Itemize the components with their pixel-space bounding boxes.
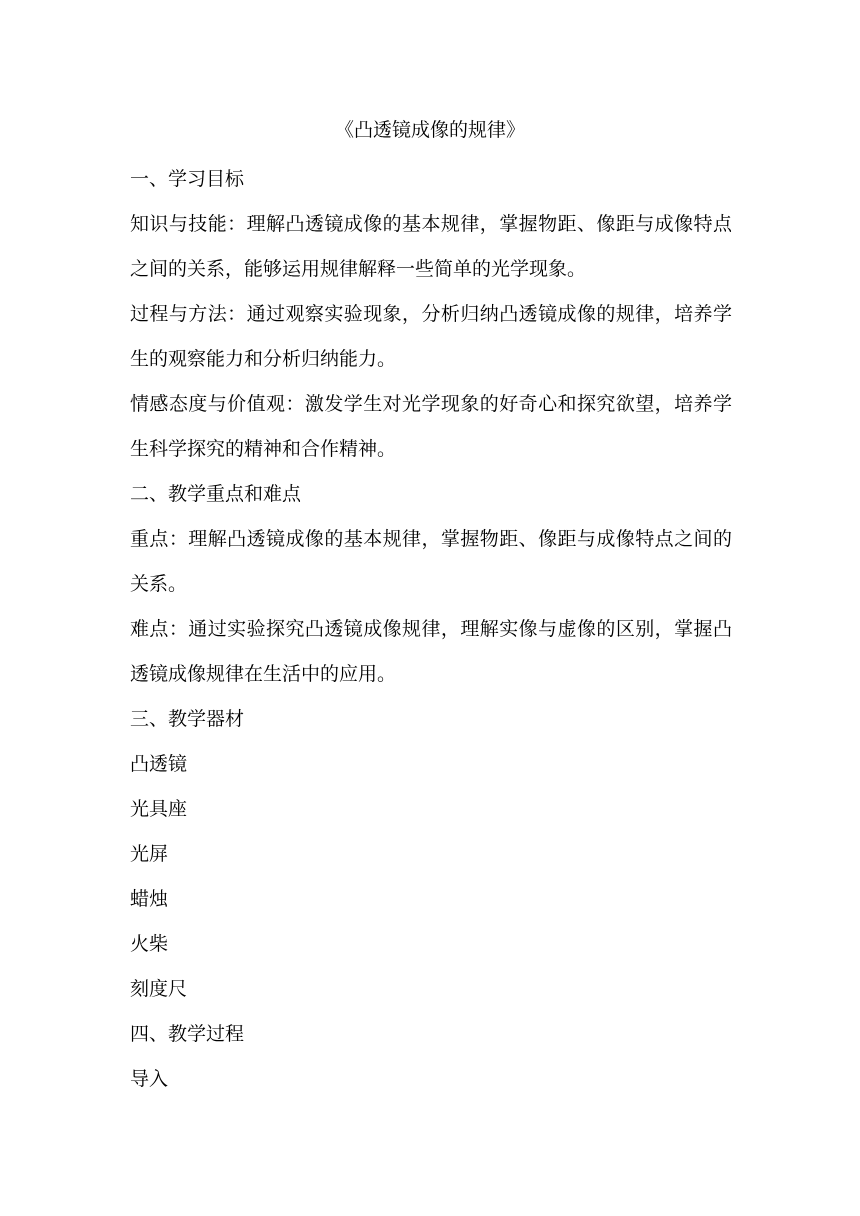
- list-item-material: 火柴: [130, 933, 169, 955]
- paragraph-emotion-values: 情感态度与价值观：激发学生对光学现象的好奇心和探究欲望，培养学生科学探究的精神和合作精神。: [130, 393, 732, 460]
- list-item-material: 蜡烛: [130, 888, 169, 910]
- document-body: [130, 157, 732, 1102]
- section-heading-key-points: 二、教学重点和难点: [130, 483, 302, 505]
- paragraph-difficulty: 难点：通过实验探究凸透镜成像规律，理解实像与虚像的区别，掌握凸透镜成像规律在生活中的应用。: [130, 618, 732, 685]
- subsection-introduction: 导入: [130, 1068, 169, 1090]
- list-item-material: 刻度尺: [130, 978, 188, 1000]
- document-title: 《凸透镜成像的规律》: [334, 119, 525, 141]
- section-heading-objectives: 一、学习目标: [130, 168, 245, 190]
- section-heading-process: 四、教学过程: [130, 1023, 245, 1045]
- list-item-material: 光屏: [130, 843, 169, 865]
- list-item-material: 凸透镜: [130, 753, 188, 775]
- section-heading-materials: 三、教学器材: [130, 708, 245, 730]
- paragraph-knowledge-skills: 知识与技能：理解凸透镜成像的基本规律，掌握物距、像距与成像特点之间的关系，能够运用规律解释一些简单的光学现象。: [130, 213, 732, 280]
- paragraph-key-point: 重点：理解凸透镜成像的基本规律，掌握物距、像距与成像特点之间的关系。: [130, 528, 732, 595]
- paragraph-process-methods: 过程与方法：通过观察实验现象，分析归纳凸透镜成像的规律，培养学生的观察能力和分析归纳能力。: [130, 303, 732, 370]
- list-item-material: 光具座: [130, 798, 188, 820]
